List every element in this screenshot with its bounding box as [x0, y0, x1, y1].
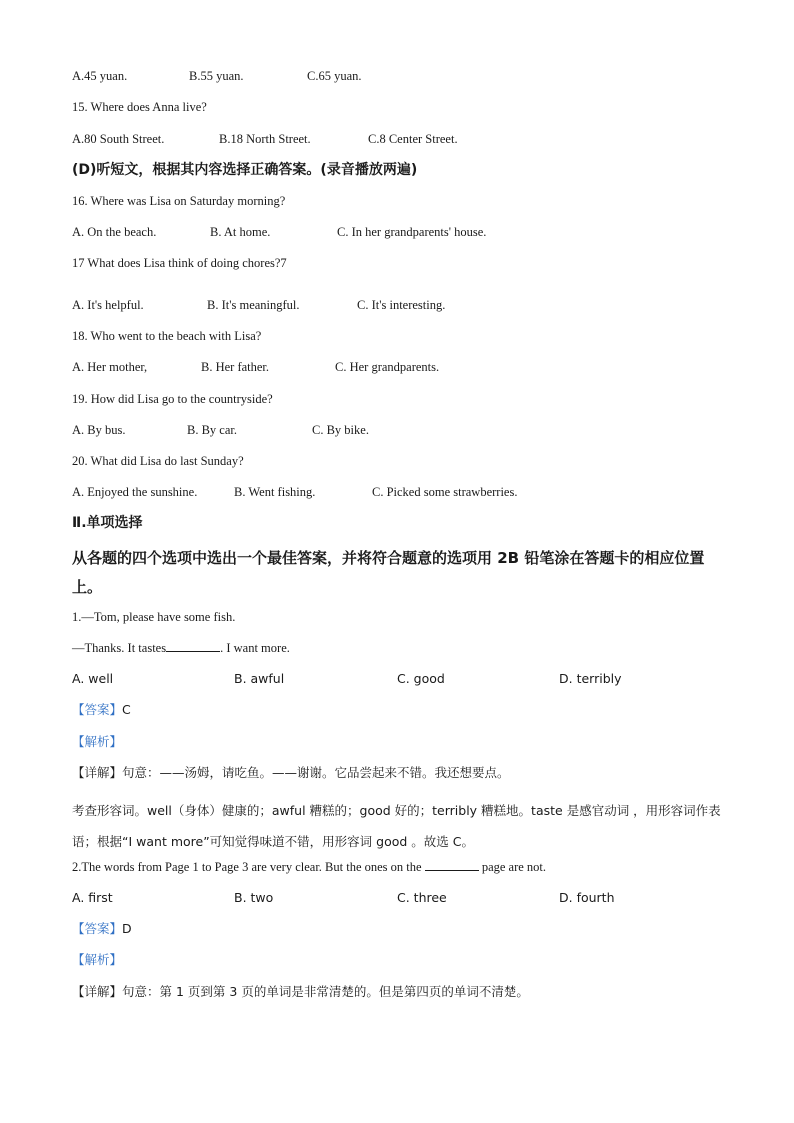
s2-detail-tag: 【详解】 — [72, 984, 123, 999]
s1-answer-tag: 【答案】 — [72, 702, 123, 717]
s1-detail-tag: 【详解】 — [72, 765, 123, 780]
q16-option-b: B. At home. — [210, 225, 271, 239]
s2-option-c: C. three — [397, 890, 447, 905]
s1-analysis-tag: 【解析】 — [72, 734, 123, 749]
s1-option-a: A. well — [72, 671, 114, 686]
q14-option-b: B.55 yuan. — [189, 69, 244, 83]
part2-instruction: 从各题的四个选项中选出一个最佳答案，并将符合题意的选项用 2B 铅笔涂在答题卡的相应位置上。 — [72, 549, 705, 596]
s1-line2-end: . I want more. — [220, 641, 290, 655]
q20-option-a: A. Enjoyed the sunshine. — [72, 485, 198, 499]
q19-option-b: B. By car. — [187, 423, 237, 437]
q18-option-a: A. Her mother, — [72, 360, 148, 374]
q18-option-b: B. Her father. — [201, 360, 270, 374]
q16-stem: 16. Where was Lisa on Saturday morning? — [72, 194, 286, 208]
part2-title: Ⅱ.单项选择 — [72, 515, 143, 531]
q18-stem: 18. Who went to the beach with Lisa? — [72, 329, 262, 343]
q17-stem: 17 What does Lisa think of doing chores?7 — [72, 256, 287, 270]
s1-answer: C — [122, 702, 131, 717]
q19-option-c: C. By bike. — [312, 423, 369, 437]
s2-option-b: B. two — [234, 890, 274, 905]
q20-option-c: C. Picked some strawberries. — [372, 485, 518, 499]
s1-blank — [166, 639, 220, 652]
s1-answer-line — [72, 701, 131, 719]
q14-option-c: C.65 yuan. — [307, 69, 362, 83]
q15-option-a: A.80 South Street. — [72, 132, 165, 146]
s1-line2 — [72, 639, 290, 657]
q19-stem: 19. How did Lisa go to the countryside? — [72, 392, 273, 406]
s2-stem-start: 2.The words from Page 1 to Page 3 are very clear. But the ones on the — [72, 860, 422, 874]
q16-option-a: A. On the beach. — [72, 225, 157, 239]
s1-explanation: 考查形容词。well（身体）健康的；awful 糟糕的；good 好的；terribly 糟糕地。taste 是感官动词 ，用形容词作表语；根据“I want more”可知觉得味道不错，用形容词 good 。故选 C。 — [72, 803, 721, 849]
s2-stem — [72, 858, 546, 876]
q15-option-c: C.8 Center Street. — [368, 132, 458, 146]
section-d-heading: (D)听短文，根据其内容选择正确答案。(录音播放两遍) — [72, 162, 418, 178]
q17-option-b: B. It's meaningful. — [207, 298, 300, 312]
s1-line2-start: —Thanks. It tastes — [72, 641, 167, 655]
q17-option-c: C. It's interesting. — [357, 298, 446, 312]
q20-option-b: B. Went fishing. — [234, 485, 316, 499]
s1-option-c: C. good — [397, 671, 445, 686]
s2-analysis-tag: 【解析】 — [72, 952, 123, 967]
q17-option-a: A. It's helpful. — [72, 298, 144, 312]
q15-option-b: B.18 North Street. — [219, 132, 311, 146]
q14-option-a: A.45 yuan. — [72, 69, 128, 83]
s1-line1: 1.—Tom, please have some fish. — [72, 610, 236, 624]
s2-stem-end: page are not. — [481, 860, 547, 874]
s2-detail: 句意：第 1 页到第 3 页的单词是非常清楚的。但是第四页的单词不清楚。 — [122, 984, 529, 999]
s2-answer-line — [72, 920, 132, 938]
s2-detail-line — [72, 983, 529, 1001]
s1-detail: 句意：——汤姆，请吃鱼。——谢谢。它品尝起来不错。我还想要点。 — [122, 765, 510, 780]
s1-option-d: D. terribly — [559, 671, 622, 686]
s1-detail-line — [72, 764, 510, 782]
q20-stem: 20. What did Lisa do last Sunday? — [72, 454, 244, 468]
s2-blank — [425, 858, 479, 871]
s1-option-b: B. awful — [234, 671, 285, 686]
s2-answer: D — [122, 921, 132, 936]
q19-option-a: A. By bus. — [72, 423, 126, 437]
s2-option-a: A. first — [72, 890, 113, 905]
q15-stem: 15. Where does Anna live? — [72, 100, 207, 114]
s2-option-d: D. fourth — [559, 890, 615, 905]
s2-answer-tag: 【答案】 — [72, 921, 123, 936]
q18-option-c: C. Her grandparents. — [335, 360, 440, 374]
q16-option-c: C. In her grandparents' house. — [337, 225, 487, 239]
